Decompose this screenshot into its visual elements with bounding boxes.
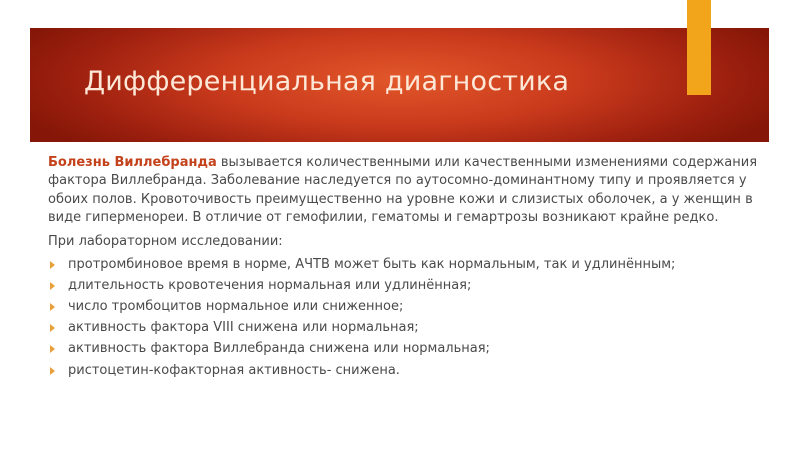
lab-heading: При лабораторном исследовании: (48, 233, 283, 249)
lab-findings-list (48, 255, 776, 381)
bullet-arrow-icon (50, 367, 55, 375)
intro-paragraph (48, 154, 776, 228)
bullet-arrow-icon (50, 261, 55, 269)
list-item (48, 339, 776, 359)
list-item (48, 276, 776, 296)
list-item (48, 255, 776, 275)
accent-bar (687, 0, 711, 95)
list-item (48, 361, 776, 381)
list-item-text: длительность кровотечения нормальная или удлинённая; (68, 277, 472, 293)
list-item (48, 297, 776, 317)
intro-text: вызывается количественными или качественными изменениями содержания фактора Виллебранда. Заболевание наследуется по аутосомно-доминантному типу и проявляется у обоих полов. Кровоточивость преимущественно на уровне кожи и слизистых оболочек, а у женщин в виде гиперменореи. В отличие от гемофилии, гематомы и гемартрозы возникают крайне редко. (48, 155, 758, 226)
intro-term: Болезнь Виллебранда (48, 155, 217, 170)
bullet-arrow-icon (50, 282, 55, 290)
list-item-text: активность фактора VIII снижена или нормальная; (68, 320, 419, 336)
list-item-text: протромбиновое время в норме, АЧТВ может быть как нормальным, так и удлинённым; (68, 256, 676, 272)
bullet-arrow-icon (50, 324, 55, 332)
slide-title: Дифференциальная диагностика (84, 66, 570, 97)
bullet-arrow-icon (50, 345, 55, 353)
list-item-text: активность фактора Виллебранда снижена или нормальная; (68, 341, 490, 357)
list-item-text: ристоцетин-кофакторная активность- снижена. (68, 362, 400, 378)
bullet-arrow-icon (50, 303, 55, 311)
list-item (48, 318, 776, 338)
list-item-text: число тромбоцитов нормальное или сниженное; (68, 299, 404, 314)
slide-content (48, 154, 776, 381)
